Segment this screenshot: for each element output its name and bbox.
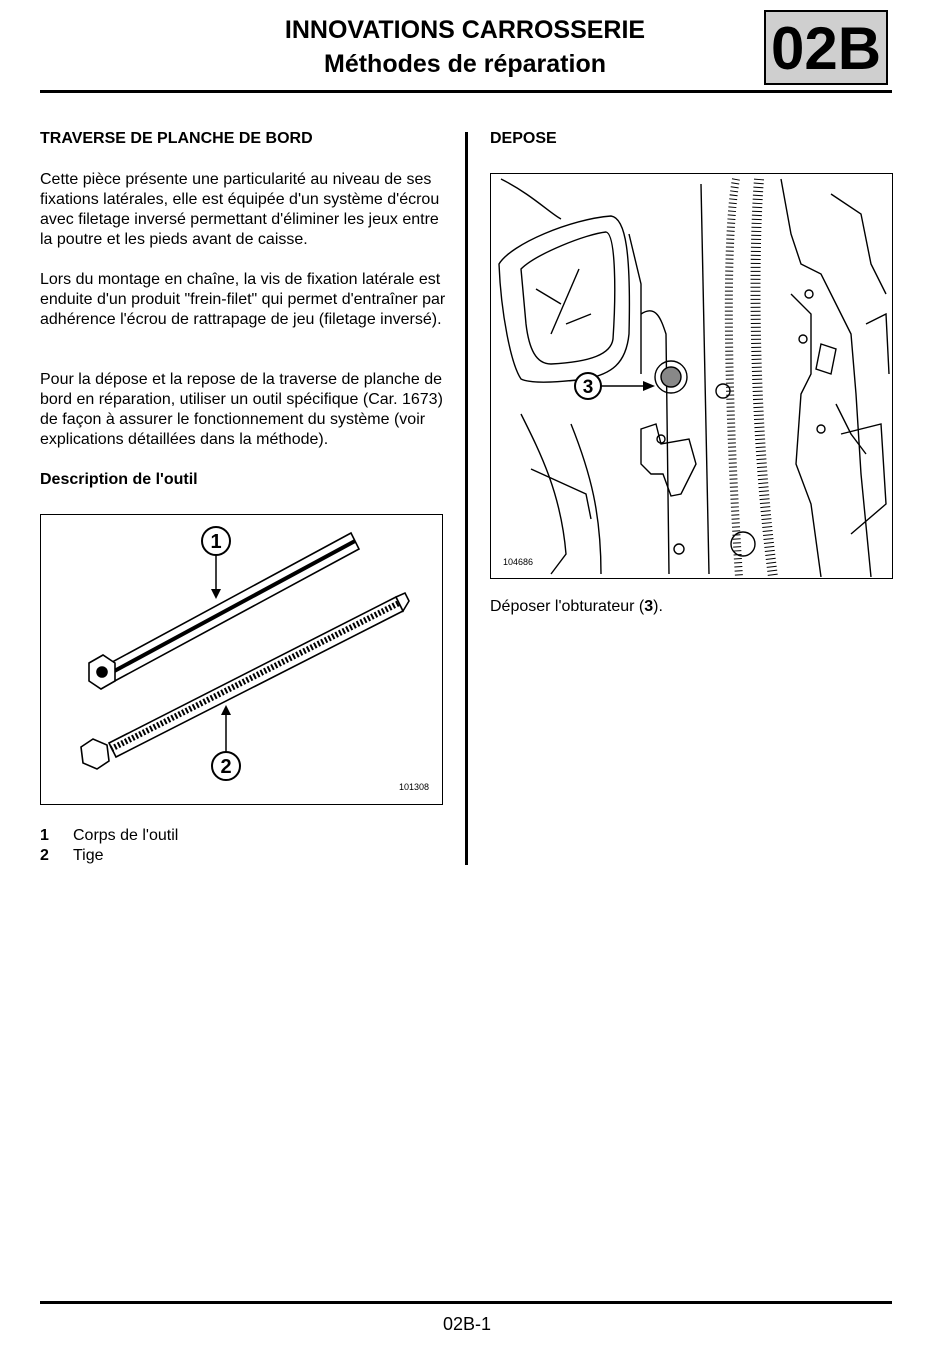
section-heading-depose: DEPOSE — [490, 130, 557, 147]
section-heading-traverse: TRAVERSE DE PLANCHE DE BORD — [40, 130, 313, 147]
callout-2-label: 2 — [220, 756, 232, 778]
caption-ref-number: 3 — [644, 598, 654, 615]
callout-3 — [575, 373, 655, 399]
section-code-badge: 02B — [764, 10, 888, 85]
legend-item-1-label: Corps de l'outil — [73, 827, 179, 844]
callout-1 — [202, 527, 230, 599]
callout-1-label: 1 — [210, 531, 222, 553]
callout-2 — [212, 705, 240, 780]
caption-text-after: ). — [653, 598, 663, 615]
legend-item-2-number: 2 — [40, 847, 49, 864]
legend-item-2 — [40, 846, 104, 866]
subheading-tool-description: Description de l'outil — [40, 471, 198, 488]
callout-3-label: 3 — [582, 377, 594, 398]
legend-item-2-label: Tige — [73, 847, 104, 864]
paragraph-3: Pour la dépose et la repose de la traverse de planche de bord en réparation, utiliser un outil spécifique (Car. 1673) de façon à assurer le fonctionnement du système (voir explications détaillées dans la méthode). — [40, 371, 443, 448]
tool-figure-ref: 101308 — [399, 782, 430, 792]
footer-rule — [40, 1301, 892, 1304]
paragraph-1: Cette pièce présente une particularité au niveau de ses fixations latérales, elle est équipée d'un système d'écrou avec filetage inversé permettant d'éliminer les jeux entre la poutre et les pieds avant de caisse. — [40, 171, 440, 248]
caption-text-before: Déposer l'obturateur ( — [490, 598, 645, 615]
legend-item-1-number: 1 — [40, 827, 49, 844]
depose-figure — [490, 173, 893, 579]
depose-drawing — [491, 174, 891, 577]
depose-caption — [490, 598, 663, 616]
legend-item-1 — [40, 826, 178, 846]
depose-figure-ref: 104686 — [503, 557, 534, 567]
column-divider — [465, 132, 468, 865]
header-rule — [40, 90, 892, 93]
tool-drawing — [41, 515, 441, 803]
document-subtitle: Méthodes de réparation — [324, 50, 606, 78]
page-number: 02B-1 — [442, 1314, 492, 1334]
paragraph-2: Lors du montage en chaîne, la vis de fixation latérale est enduite d'un produit "frein-filet" qui permet d'entraîner par adhérence l'écrou de rattrapage de jeu (filetage inversé). — [40, 271, 446, 328]
document-title: INNOVATIONS CARROSSERIE — [284, 16, 646, 44]
tool-figure — [40, 514, 443, 805]
